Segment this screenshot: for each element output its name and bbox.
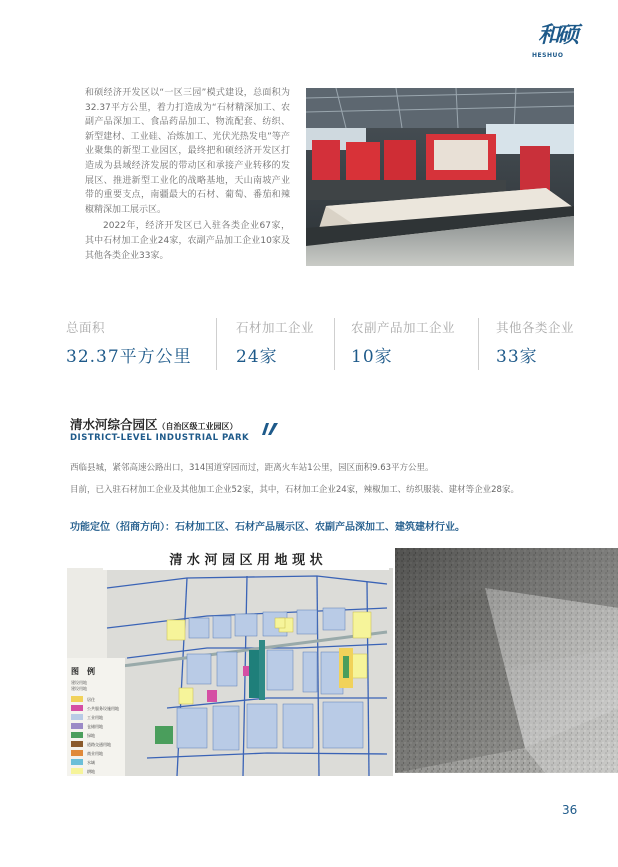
legend-swatch <box>71 723 83 729</box>
stat-value: 33家 <box>496 347 538 367</box>
map-legend-title: 图 例 <box>71 667 95 676</box>
stat-divider <box>478 318 479 370</box>
park-function: 功能定位（招商方向）：石材加工区、石材产品展示区、农副产品深加工、建筑建材行业。 <box>70 522 465 533</box>
legend-swatch <box>71 705 83 711</box>
park-title-en: DISTRICT-LEVEL INDUSTRIAL PARK <box>70 433 250 443</box>
legend-label: 公共服务设施用地 <box>87 706 119 711</box>
legend-swatch <box>71 759 83 765</box>
page-number: 36 <box>562 803 578 817</box>
stat-label: 石材加工企业 <box>236 320 315 335</box>
legend-label: 居住 <box>87 697 95 702</box>
park-description-2: 目前，已入驻石材加工企业及其他加工企业52家，其中，石材加工企业24家，辣椒加工、纺织服装、建材等企业28家。 <box>70 485 519 495</box>
legend-label: 水域 <box>87 760 95 765</box>
factory-photo <box>306 88 574 266</box>
map-legend-sub: 建设用地 <box>71 680 87 685</box>
intro-paragraph-2: 2022年，经济开发区已入驻各类企业67家，其中石材加工企业24家，农副产品加工企业10家及其他各类企业33家。 <box>85 221 290 261</box>
land-use-map <box>67 548 395 778</box>
stat-other-enterprises <box>496 318 574 367</box>
stat-value: 24家 <box>236 347 278 367</box>
logo-brand: HESHUO <box>532 52 564 59</box>
legend-label: 绿地 <box>87 733 95 738</box>
logo-glyphs: 和硕 <box>538 22 577 48</box>
legend-swatch <box>71 750 83 756</box>
stat-divider <box>216 318 217 370</box>
heshuo-logo <box>532 18 580 62</box>
map-title: 清 水 河 园 区 用 地 现 状 <box>169 553 323 568</box>
map-legend-header: 建设用地 <box>71 686 87 691</box>
legend-swatch <box>71 732 83 738</box>
stat-divider <box>334 318 335 370</box>
legend-label: 道路交通用地 <box>87 742 111 747</box>
intro-paragraph-1: 和硕经济开发区以“一区三园”模式建设，总面积为32.37平方公里，着力打造成为“石材精深加工、农副产品深加工、食品药品加工、物流配套、纺织、新型建材、工业硅、冶炼加工、光伏光热发电”等产业聚集的新型工业园区，最终把和硕经济开发区打造成为县域经济发展的带动区和承接产业转移的发展区、推进新型工业化的战略基地，天山南坡产业带的重要支点，南疆最大的石材、葡萄、番茄和辣椒精深加工展示区。 <box>85 88 290 215</box>
park-description-1: 西临县城，紧邻高速公路出口，314国道穿园而过，距离火车站1公里，园区面积9.63平方公里。 <box>70 463 434 473</box>
park-title: 清水河综合园区（自治区级工业园区） <box>70 417 238 432</box>
stat-label: 农副产品加工企业 <box>351 320 456 335</box>
legend-label: 工业用地 <box>87 715 103 720</box>
stat-value: 32.37平方公里 <box>66 347 192 367</box>
stone-photo <box>395 548 618 773</box>
legend-label: 仓储用地 <box>87 724 103 729</box>
legend-label: 耕地 <box>87 769 95 774</box>
legend-swatch <box>71 768 83 774</box>
stats-row <box>66 318 576 378</box>
stat-label: 其他各类企业 <box>496 320 575 335</box>
legend-swatch <box>71 741 83 747</box>
legend-swatch <box>71 696 83 702</box>
stat-total-area <box>66 318 192 367</box>
park-subtitle: （自治区级工业园区） <box>157 422 238 431</box>
stat-value: 10家 <box>351 347 393 367</box>
stat-stone-enterprises <box>236 318 314 367</box>
legend-swatch <box>71 714 83 720</box>
legend-label: 商业用地 <box>87 751 103 756</box>
intro-text <box>85 86 290 263</box>
stat-label: 总面积 <box>66 320 106 335</box>
park-mark-icon <box>262 420 278 439</box>
stat-agri-enterprises <box>351 318 455 367</box>
